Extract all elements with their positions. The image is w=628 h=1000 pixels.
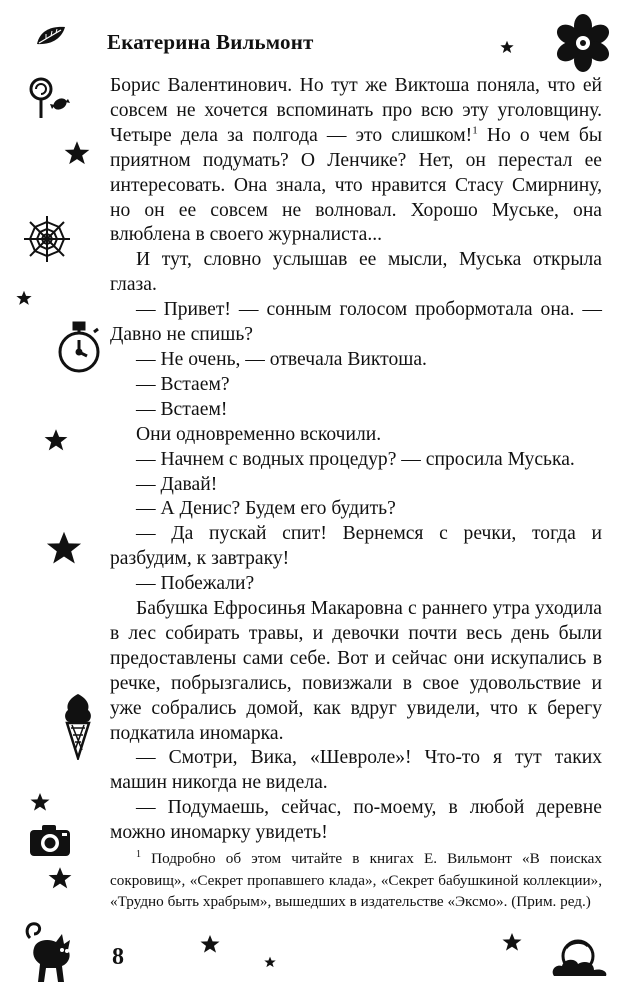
ice-cream-icon (60, 690, 96, 760)
camera-icon (28, 822, 72, 858)
star-icon (502, 932, 522, 952)
star-icon (48, 866, 72, 890)
paragraph: — Встаем? (136, 373, 230, 395)
star-icon (46, 530, 82, 566)
page-number: 8 (112, 944, 124, 970)
running-header-author: Екатерина Вильмонт (107, 30, 314, 54)
star-icon (44, 428, 68, 452)
lollipop-candy-icon (28, 76, 74, 120)
paragraph: — Не очень, — отвечала Виктоша. (136, 348, 427, 370)
leaf-icon (34, 24, 68, 48)
paragraph: — Подумаешь, сейчас, по-моему, в любой деревне можно иномарку увидеть! (110, 797, 602, 844)
spiderweb-icon (22, 214, 72, 264)
footnote-mark: 1 (136, 848, 141, 860)
footnote-reference: 1 (472, 124, 478, 137)
paragraph: Бабушка Ефросинья Макаровна с раннего утра уходила в лес собирать травы, и девочки почти весь день были предоставлены сами себе. Вот и сейчас они искупались в речке, побрызгались, повизжали в свое удовольствие и уже собрались домой, как вдруг увидели, что к берегу подкатила иномарка. (110, 598, 602, 744)
star-icon (16, 290, 32, 306)
paragraph: — Смотри, Вика, «Шевроле»! Что-то я тут таких машин никогда не видела. (110, 747, 602, 794)
star-icon (200, 934, 220, 954)
paragraph: — Привет! — сонным голосом пробормотала она. — Давно не спишь? (110, 299, 602, 346)
cloud-sun-icon (548, 936, 614, 980)
stopwatch-icon (54, 320, 104, 376)
star-icon (500, 40, 514, 54)
paragraph: — Побежали? (136, 573, 255, 595)
cat-icon (22, 920, 78, 986)
paragraph: Борис Валентинович. Но тут же Виктоша поняла, что ей совсем не хочется вспоминать про всю эту уголовщину. Четыре дела за полгода — это слишком!$^1$ Но о чем бы приятном подумать? О Ленчике? Нет, он перестал ее интересовать. Она знала, что нравится Стасу Смирнину, но он ее совсем не волновал. Хорошо Муське, она влюблена в своего журналиста... (110, 75, 602, 246)
paragraph: — А Денис? Будем его будить? (136, 498, 396, 520)
paragraph: — Давай! (136, 473, 218, 495)
star-icon (64, 140, 90, 166)
footnote-text: $^1$ Подробно об этом читайте в книгах Е. Вильмонт «В поисках сокровищ», «Секрет пропавшего клада», «Секрет бабушкиной коллекции», «Трудно быть храбрым», вышедших в издательстве «Эксмо». (Прим. ред.) (110, 848, 602, 910)
paragraph: Они одновременно вскочили. (136, 423, 382, 445)
body-text (110, 74, 602, 846)
flower-icon (554, 14, 612, 72)
paragraph: — Да пускай спит! Вернемся с речки, тогда и разбудим, к завтраку! (110, 523, 602, 570)
star-icon (264, 956, 276, 968)
star-icon (30, 792, 50, 812)
paragraph: И тут, словно услышав ее мысли, Муська открыла глаза. (110, 249, 602, 296)
footnote (110, 848, 602, 913)
paragraph: — Встаем! (136, 398, 228, 420)
paragraph: — Начнем с водных процедур? — спросила Муська. (136, 448, 575, 470)
